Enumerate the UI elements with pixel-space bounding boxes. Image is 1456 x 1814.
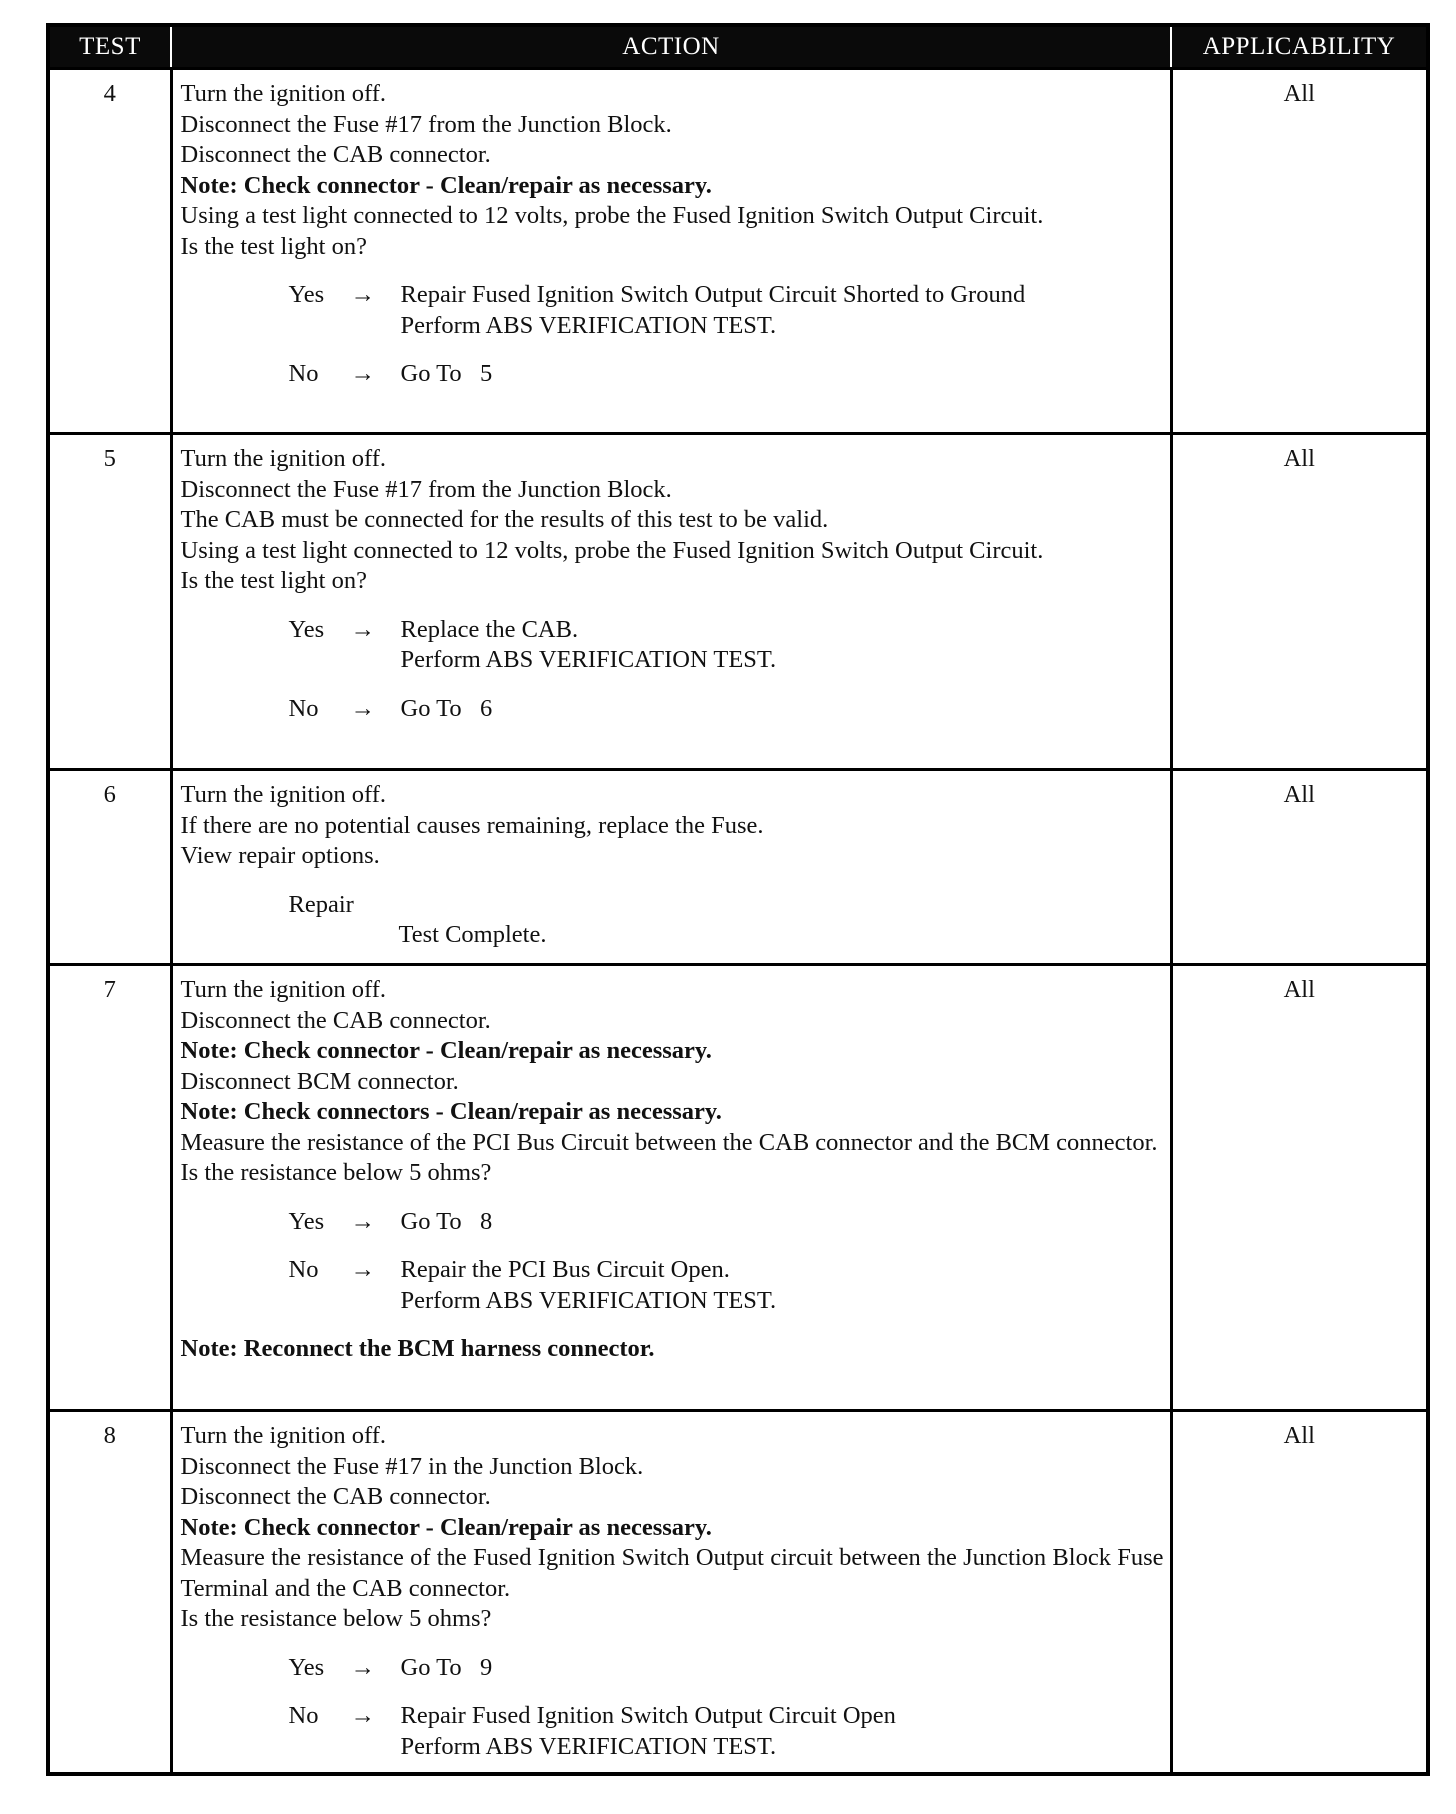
step-line: Using a test light connected to 12 volts, probe the Fused Ignition Switch Output Circuit.	[180, 536, 1044, 564]
step-line: Disconnect the CAB connector.	[180, 141, 491, 168]
header-test: TEST	[48, 25, 171, 69]
no-branch	[181, 359, 1164, 390]
test-row-8	[48, 1411, 1428, 1775]
yes-result	[401, 1653, 1164, 1684]
no-label: No	[288, 360, 319, 387]
no-branch	[181, 694, 1164, 725]
note-line: Note: Check connector - Clean/repair as necessary.	[180, 1037, 712, 1064]
note-line: Note: Check connectors - Clean/repair as necessary.	[180, 1098, 722, 1125]
step-line: Turn the ignition off.	[180, 1422, 387, 1449]
yes-result-line: Go To 8	[400, 1207, 493, 1235]
action-cell	[171, 770, 1171, 965]
arrow-icon: →	[350, 1256, 375, 1283]
yes-branch	[181, 280, 1164, 341]
arrow-icon: →	[350, 1653, 375, 1681]
header-action: ACTION	[171, 25, 1171, 69]
step-line: Measure the resistance of the Fused Ignition Switch Output circuit between the Junction Block Fuse Terminal and the CAB connector.	[180, 1544, 1164, 1602]
action-cell	[171, 434, 1171, 770]
yes-result	[401, 1207, 1164, 1238]
applicability: All	[1171, 1411, 1428, 1775]
step-line: Using a test light connected to 12 volts, probe the Fused Ignition Switch Output Circuit.	[180, 202, 1044, 229]
no-label: No	[288, 1256, 319, 1283]
question-line: Is the resistance below 5 ohms?	[180, 1605, 492, 1632]
repair-branch	[181, 890, 1164, 951]
test-row-7	[48, 965, 1428, 1411]
yes-result-line: Repair Fused Ignition Switch Output Circuit Shorted to Ground	[400, 281, 1026, 308]
step-line: Disconnect the Fuse #17 from the Junction Block.	[180, 110, 672, 138]
step-line: Disconnect the CAB connector.	[180, 1006, 491, 1034]
no-branch	[181, 1701, 1164, 1762]
no-label: No	[288, 1702, 319, 1729]
header-applicability: APPLICABILITY	[1171, 25, 1428, 69]
no-result-line: Repair the PCI Bus Circuit Open.	[400, 1256, 730, 1283]
applicability: All	[1171, 434, 1428, 770]
question-line: Is the resistance below 5 ohms?	[180, 1159, 492, 1186]
applicability: All	[1171, 770, 1428, 965]
yes-result	[401, 615, 1164, 676]
no-result-line: Go To 5	[400, 360, 493, 387]
no-result-line: Go To 6	[400, 694, 493, 722]
no-result	[401, 694, 1164, 725]
step-line: View repair options.	[180, 842, 380, 869]
no-result	[401, 1255, 1164, 1316]
step-line: Turn the ignition off.	[180, 976, 387, 1003]
applicability: All	[1171, 965, 1428, 1411]
no-result-line: Perform ABS VERIFICATION TEST.	[400, 1286, 777, 1314]
note-line: Note: Check connector - Clean/repair as necessary.	[180, 171, 712, 199]
repair-label: Repair	[288, 890, 354, 918]
action-cell	[171, 1411, 1171, 1775]
no-branch	[181, 1255, 1164, 1316]
no-result	[401, 359, 1164, 390]
step-line: Disconnect the CAB connector.	[180, 1483, 491, 1510]
test-number: 6	[48, 770, 171, 965]
question-line: Is the test light on?	[180, 232, 367, 260]
test-row-5	[48, 434, 1428, 770]
yes-branch	[181, 1653, 1164, 1684]
step-line: Turn the ignition off.	[180, 781, 387, 808]
header-row	[48, 25, 1428, 69]
test-number: 8	[48, 1411, 171, 1775]
yes-result	[401, 280, 1164, 341]
test-number: 5	[48, 434, 171, 770]
arrow-icon: →	[350, 1207, 375, 1235]
step-line: Turn the ignition off.	[180, 80, 387, 107]
arrow-icon: →	[350, 694, 375, 722]
step-line: If there are no potential causes remaining, replace the Fuse.	[180, 811, 764, 839]
yes-branch	[181, 615, 1164, 676]
test-row-6	[48, 770, 1428, 965]
yes-label: Yes	[288, 1207, 325, 1235]
step-line: Disconnect the Fuse #17 from the Junction Block.	[180, 475, 672, 503]
no-result-line: Perform ABS VERIFICATION TEST.	[400, 1732, 777, 1760]
step-line: The CAB must be connected for the results of this test to be valid.	[180, 506, 829, 533]
step-line: Disconnect the Fuse #17 in the Junction Block.	[180, 1452, 644, 1480]
applicability: All	[1171, 69, 1428, 434]
action-cell	[171, 965, 1171, 1411]
question-line: Is the test light on?	[180, 567, 367, 594]
action-cell	[171, 69, 1171, 434]
yes-result-line: Go To 9	[400, 1653, 493, 1681]
step-line: Disconnect BCM connector.	[180, 1067, 459, 1095]
yes-label: Yes	[288, 615, 325, 643]
yes-label: Yes	[288, 281, 325, 308]
yes-branch	[181, 1207, 1164, 1238]
yes-label: Yes	[288, 1653, 325, 1681]
step-line: Measure the resistance of the PCI Bus Circuit between the CAB connector and the BCM connector.	[180, 1128, 1158, 1156]
arrow-icon: →	[350, 281, 375, 308]
yes-result-line: Replace the CAB.	[400, 615, 579, 643]
no-label: No	[288, 694, 319, 722]
no-result	[401, 1701, 1164, 1762]
arrow-icon: →	[350, 360, 375, 387]
arrow-icon: →	[350, 615, 375, 643]
repair-result: Test Complete.	[398, 921, 547, 948]
step-line: Turn the ignition off.	[180, 445, 387, 472]
arrow-icon: →	[350, 1702, 375, 1729]
test-number: 4	[48, 69, 171, 434]
test-number: 7	[48, 965, 171, 1411]
yes-result-line: Perform ABS VERIFICATION TEST.	[400, 646, 777, 673]
yes-result-line: Perform ABS VERIFICATION TEST.	[400, 311, 777, 339]
final-note: Note: Reconnect the BCM harness connector.	[180, 1335, 655, 1362]
note-line: Note: Check connector - Clean/repair as necessary.	[180, 1513, 712, 1541]
diagnostic-test-table	[46, 23, 1430, 1776]
no-result-line: Repair Fused Ignition Switch Output Circuit Open	[400, 1702, 896, 1729]
test-row-4	[48, 69, 1428, 434]
